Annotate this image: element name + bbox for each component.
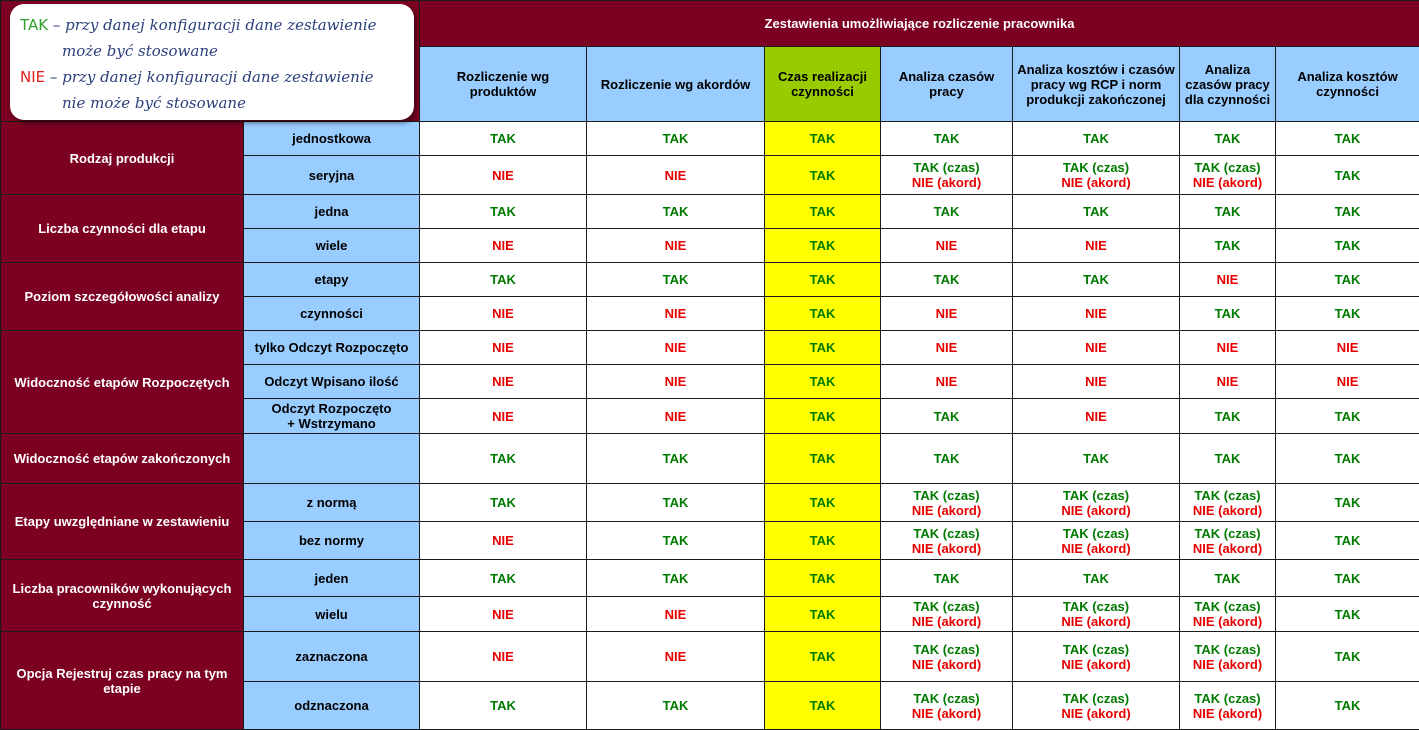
nie-value: NIE bbox=[492, 533, 514, 548]
value-cell bbox=[765, 365, 881, 399]
value-cell bbox=[587, 399, 765, 434]
nie-value: NIE (akord) bbox=[911, 502, 982, 518]
value-cell bbox=[1180, 297, 1276, 331]
table-row bbox=[1, 263, 1419, 297]
tak-value: TAK (czas) bbox=[913, 525, 980, 541]
tak-value: TAK (czas) bbox=[1062, 641, 1130, 657]
value-cell bbox=[587, 484, 765, 522]
value-cell bbox=[1276, 484, 1419, 522]
value-cell bbox=[1013, 156, 1180, 195]
value-cell bbox=[587, 522, 765, 560]
value-cell bbox=[1180, 484, 1276, 522]
category-label: Opcja Rejestruj czas pracy na tym etapie bbox=[1, 632, 244, 730]
legend-tak-keyword: TAK bbox=[20, 16, 49, 34]
tak-value: TAK bbox=[809, 649, 836, 664]
tak-value: TAK bbox=[1214, 306, 1241, 321]
nie-value: NIE bbox=[664, 649, 687, 664]
tak-value: TAK bbox=[1334, 495, 1361, 510]
value-cell bbox=[765, 522, 881, 560]
value-cell bbox=[881, 682, 1013, 730]
tak-value: TAK bbox=[933, 204, 960, 219]
legend-tak-line-2: może być stosowane bbox=[62, 42, 218, 60]
value-cell bbox=[1013, 331, 1180, 365]
option-label: seryjna bbox=[244, 156, 420, 195]
value-cell bbox=[1180, 122, 1276, 156]
value-cell bbox=[765, 229, 881, 263]
value-cell bbox=[765, 434, 881, 484]
nie-value: NIE (akord) bbox=[1192, 175, 1263, 190]
value-cell bbox=[1180, 195, 1276, 229]
nie-value: NIE bbox=[1216, 272, 1239, 287]
nie-value: NIE bbox=[1085, 408, 1107, 424]
option-label: etapy bbox=[244, 263, 420, 297]
tak-value: TAK bbox=[809, 340, 836, 355]
value-cell bbox=[420, 597, 587, 632]
tak-value: TAK bbox=[809, 495, 836, 510]
nie-value: NIE bbox=[492, 649, 514, 664]
value-cell bbox=[420, 297, 587, 331]
tak-value: TAK (czas) bbox=[1062, 487, 1130, 503]
category-label: Widoczność etapów Rozpoczętych bbox=[1, 331, 244, 434]
tak-value: TAK bbox=[1334, 451, 1361, 466]
value-cell bbox=[587, 331, 765, 365]
value-cell bbox=[1013, 522, 1180, 560]
value-cell bbox=[765, 682, 881, 730]
value-cell bbox=[765, 156, 881, 195]
value-cell bbox=[765, 263, 881, 297]
value-cell bbox=[1276, 522, 1419, 560]
value-cell bbox=[1276, 434, 1419, 484]
option-label: bez normy bbox=[244, 522, 420, 560]
value-cell bbox=[420, 195, 587, 229]
category-label: Etapy uwzględniane w zestawieniu bbox=[1, 484, 244, 560]
table-row bbox=[1, 195, 1419, 229]
tak-value: TAK (czas) bbox=[1194, 641, 1261, 657]
nie-value: NIE bbox=[1336, 340, 1359, 355]
tak-value: TAK bbox=[1083, 204, 1109, 219]
tak-value: TAK (czas) bbox=[1194, 525, 1261, 541]
tak-value: TAK (czas) bbox=[913, 160, 980, 175]
value-cell bbox=[765, 331, 881, 365]
value-cell bbox=[1013, 597, 1180, 632]
option-label: z normą bbox=[244, 484, 420, 522]
nie-value: NIE (akord) bbox=[1192, 502, 1263, 518]
category-label: Poziom szczegółowości analizy bbox=[1, 263, 244, 331]
value-cell bbox=[881, 263, 1013, 297]
tak-value: TAK (czas) bbox=[1062, 599, 1130, 614]
option-label: jedna bbox=[244, 195, 420, 229]
column-header: Analiza kosztów i czasów pracy wg RCP i norm produkcji zakończonej bbox=[1013, 47, 1180, 122]
nie-value: NIE (akord) bbox=[1061, 540, 1131, 556]
tak-value: TAK bbox=[1334, 238, 1361, 253]
value-cell bbox=[587, 682, 765, 730]
tak-value: TAK bbox=[490, 451, 516, 466]
value-cell bbox=[1180, 331, 1276, 365]
value-cell bbox=[587, 122, 765, 156]
value-cell bbox=[1013, 484, 1180, 522]
tak-value: TAK (czas) bbox=[913, 599, 980, 614]
value-cell bbox=[765, 122, 881, 156]
tak-value: TAK bbox=[1214, 131, 1241, 146]
value-cell bbox=[1276, 331, 1419, 365]
nie-value: NIE bbox=[935, 340, 958, 355]
tak-value: TAK bbox=[809, 451, 836, 466]
value-cell bbox=[1180, 229, 1276, 263]
value-cell bbox=[420, 522, 587, 560]
page-title: Zestawienia umożliwiające rozliczenie pracownika bbox=[420, 1, 1419, 47]
value-cell bbox=[765, 597, 881, 632]
nie-value: NIE bbox=[1085, 374, 1107, 389]
nie-value: NIE bbox=[492, 306, 514, 321]
value-cell bbox=[1180, 399, 1276, 434]
nie-value: NIE bbox=[1085, 238, 1107, 253]
tak-value: TAK bbox=[662, 204, 689, 219]
nie-value: NIE (akord) bbox=[911, 540, 982, 556]
value-cell bbox=[881, 399, 1013, 434]
value-cell bbox=[420, 156, 587, 195]
tak-value: TAK bbox=[1334, 649, 1361, 664]
option-label: wiele bbox=[244, 229, 420, 263]
tak-value: TAK bbox=[809, 238, 836, 253]
nie-value: NIE bbox=[492, 606, 514, 622]
tak-value: TAK bbox=[809, 606, 836, 622]
value-cell bbox=[881, 522, 1013, 560]
value-cell bbox=[881, 434, 1013, 484]
value-cell bbox=[765, 195, 881, 229]
tak-value: TAK bbox=[490, 495, 516, 510]
value-cell bbox=[587, 263, 765, 297]
tak-value: TAK (czas) bbox=[1194, 690, 1261, 706]
tak-value: TAK bbox=[809, 272, 836, 287]
value-cell bbox=[881, 297, 1013, 331]
tak-value: TAK bbox=[809, 204, 836, 219]
value-cell bbox=[587, 632, 765, 682]
nie-value: NIE bbox=[664, 374, 687, 389]
value-cell bbox=[1276, 597, 1419, 632]
column-header: Analiza czasów pracy dla czynności bbox=[1180, 47, 1276, 122]
tak-value: TAK bbox=[809, 306, 836, 321]
value-cell bbox=[420, 263, 587, 297]
value-cell bbox=[1180, 522, 1276, 560]
legend-nie-line-2: nie może być stosowane bbox=[62, 94, 246, 112]
value-cell bbox=[420, 632, 587, 682]
value-cell bbox=[420, 229, 587, 263]
nie-value: NIE bbox=[664, 340, 687, 355]
value-cell bbox=[1276, 297, 1419, 331]
value-cell bbox=[881, 122, 1013, 156]
value-cell bbox=[420, 434, 587, 484]
value-cell bbox=[587, 195, 765, 229]
nie-value: NIE bbox=[664, 408, 687, 424]
value-cell bbox=[587, 434, 765, 484]
tak-value: TAK bbox=[809, 570, 836, 586]
value-cell bbox=[1013, 365, 1180, 399]
tak-value: TAK (czas) bbox=[1194, 599, 1261, 614]
tak-value: TAK bbox=[933, 272, 960, 287]
value-cell bbox=[1180, 682, 1276, 730]
legend-nie-line bbox=[20, 68, 374, 86]
value-cell bbox=[1180, 597, 1276, 632]
value-cell bbox=[587, 229, 765, 263]
column-header: Analiza kosztów czynności bbox=[1276, 47, 1419, 122]
value-cell bbox=[765, 484, 881, 522]
value-cell bbox=[1276, 229, 1419, 263]
value-cell bbox=[1180, 434, 1276, 484]
nie-value: NIE bbox=[492, 374, 514, 389]
value-cell bbox=[420, 560, 587, 597]
tak-value: TAK bbox=[662, 272, 689, 287]
nie-value: NIE bbox=[1216, 374, 1239, 389]
nie-value: NIE bbox=[664, 306, 687, 321]
tak-value: TAK bbox=[490, 698, 516, 713]
tak-value: TAK bbox=[1334, 698, 1361, 713]
tak-value: TAK bbox=[1214, 451, 1241, 466]
legend-tak-line bbox=[20, 16, 377, 34]
value-cell bbox=[1180, 632, 1276, 682]
value-cell bbox=[1276, 195, 1419, 229]
tak-value: TAK bbox=[1334, 408, 1361, 424]
nie-value: NIE (akord) bbox=[1192, 656, 1263, 672]
tak-value: TAK bbox=[933, 451, 960, 466]
value-cell bbox=[881, 365, 1013, 399]
value-cell bbox=[1013, 434, 1180, 484]
tak-value: TAK bbox=[1214, 408, 1241, 424]
tak-value: TAK (czas) bbox=[1194, 487, 1261, 503]
option-label: czynności bbox=[244, 297, 420, 331]
tak-value: TAK (czas) bbox=[1062, 160, 1130, 175]
nie-value: NIE (akord) bbox=[1061, 502, 1131, 518]
category-label: Widoczność etapów zakończonych bbox=[1, 434, 244, 484]
value-cell bbox=[1276, 263, 1419, 297]
value-cell bbox=[1180, 263, 1276, 297]
nie-value: NIE (akord) bbox=[911, 614, 982, 629]
tak-value: TAK (czas) bbox=[1062, 525, 1130, 541]
nie-value: NIE (akord) bbox=[1061, 175, 1131, 190]
value-cell bbox=[420, 484, 587, 522]
option-label: Odczyt Rozpoczęto + Wstrzymano bbox=[244, 399, 420, 434]
nie-value: NIE bbox=[492, 167, 514, 183]
tak-value: TAK bbox=[490, 131, 516, 146]
tak-value: TAK bbox=[1083, 272, 1109, 287]
tak-value: TAK bbox=[809, 131, 836, 146]
category-label: Liczba pracowników wykonujących czynność bbox=[1, 560, 244, 632]
tak-value: TAK bbox=[1334, 131, 1361, 146]
value-cell bbox=[587, 597, 765, 632]
tak-value: TAK bbox=[662, 495, 689, 510]
nie-value: NIE bbox=[935, 306, 958, 321]
value-cell bbox=[1013, 229, 1180, 263]
value-cell bbox=[1013, 195, 1180, 229]
nie-value: NIE (akord) bbox=[911, 656, 982, 672]
value-cell bbox=[1276, 560, 1419, 597]
nie-value: NIE bbox=[1336, 374, 1359, 389]
table-row bbox=[1, 122, 1419, 156]
value-cell bbox=[1180, 365, 1276, 399]
tak-value: TAK bbox=[1214, 204, 1241, 219]
table-row bbox=[1, 331, 1419, 365]
tak-value: TAK bbox=[809, 698, 836, 713]
option-label: jeden bbox=[244, 560, 420, 597]
option-label: Odczyt Wpisano ilość bbox=[244, 365, 420, 399]
value-cell bbox=[1276, 156, 1419, 195]
tak-value: TAK bbox=[1334, 606, 1361, 622]
tak-value: TAK bbox=[1334, 570, 1361, 586]
value-cell bbox=[881, 597, 1013, 632]
value-cell bbox=[881, 331, 1013, 365]
nie-value: NIE bbox=[664, 167, 687, 183]
nie-value: NIE (akord) bbox=[911, 175, 982, 190]
tak-value: TAK bbox=[662, 451, 689, 466]
nie-value: NIE bbox=[664, 606, 687, 622]
tak-value: TAK bbox=[490, 570, 516, 586]
column-header: Rozliczenie wg akordów bbox=[587, 47, 765, 122]
value-cell bbox=[420, 399, 587, 434]
nie-value: NIE bbox=[492, 408, 514, 424]
nie-value: NIE (akord) bbox=[911, 705, 982, 721]
value-cell bbox=[1276, 399, 1419, 434]
option-label: jednostkowa bbox=[244, 122, 420, 156]
column-header: Czas realizacji czynności bbox=[765, 47, 881, 122]
tak-value: TAK bbox=[1334, 306, 1361, 321]
nie-value: NIE (akord) bbox=[1192, 614, 1263, 629]
legend-nie-text: – przy danej konfiguracji dane zestawienie bbox=[45, 68, 374, 86]
nie-value: NIE bbox=[1085, 340, 1107, 355]
option-label: odznaczona bbox=[244, 682, 420, 730]
nie-value: NIE bbox=[492, 340, 514, 355]
tak-value: TAK bbox=[933, 408, 960, 424]
legend-tak-text: – przy danej konfiguracji dane zestawienie bbox=[48, 16, 377, 34]
table-row bbox=[1, 560, 1419, 597]
nie-value: NIE bbox=[1216, 340, 1239, 355]
value-cell bbox=[881, 560, 1013, 597]
tak-value: TAK bbox=[1334, 204, 1361, 219]
tak-value: TAK bbox=[1083, 131, 1109, 146]
nie-value: NIE bbox=[492, 238, 514, 253]
value-cell bbox=[1013, 560, 1180, 597]
value-cell bbox=[881, 632, 1013, 682]
value-cell bbox=[881, 229, 1013, 263]
nie-value: NIE bbox=[935, 238, 958, 253]
tak-value: TAK bbox=[1334, 272, 1361, 287]
table-row bbox=[1, 434, 1419, 484]
legend-box bbox=[10, 4, 414, 120]
value-cell bbox=[765, 560, 881, 597]
column-header: Rozliczenie wg produktów bbox=[420, 47, 587, 122]
column-header: Analiza czasów pracy bbox=[881, 47, 1013, 122]
tak-value: TAK bbox=[809, 167, 836, 183]
tak-value: TAK bbox=[490, 272, 516, 287]
value-cell bbox=[881, 156, 1013, 195]
value-cell bbox=[1013, 122, 1180, 156]
value-cell bbox=[1180, 560, 1276, 597]
nie-value: NIE (akord) bbox=[1192, 540, 1263, 556]
value-cell bbox=[420, 365, 587, 399]
table-row bbox=[1, 632, 1419, 682]
nie-value: NIE (akord) bbox=[1061, 705, 1131, 721]
tak-value: TAK bbox=[1083, 451, 1109, 466]
value-cell bbox=[1013, 399, 1180, 434]
tak-value: TAK (czas) bbox=[913, 487, 980, 503]
value-cell bbox=[587, 365, 765, 399]
nie-value: NIE bbox=[1085, 306, 1107, 321]
tak-value: TAK bbox=[662, 698, 689, 713]
tak-value: TAK bbox=[662, 570, 689, 586]
value-cell bbox=[587, 156, 765, 195]
value-cell bbox=[420, 122, 587, 156]
value-cell bbox=[1180, 156, 1276, 195]
nie-value: NIE (akord) bbox=[1061, 614, 1131, 629]
tak-value: TAK bbox=[1334, 533, 1361, 548]
value-cell bbox=[420, 682, 587, 730]
tak-value: TAK bbox=[809, 533, 836, 548]
tak-value: TAK (czas) bbox=[913, 641, 980, 657]
category-label: Liczba czynności dla etapu bbox=[1, 195, 244, 263]
value-cell bbox=[881, 484, 1013, 522]
tak-value: TAK bbox=[1083, 570, 1109, 586]
value-cell bbox=[420, 331, 587, 365]
value-cell bbox=[1276, 682, 1419, 730]
tak-value: TAK bbox=[490, 204, 516, 219]
tak-value: TAK bbox=[809, 408, 836, 424]
category-label: Rodzaj produkcji bbox=[1, 122, 244, 195]
value-cell bbox=[765, 632, 881, 682]
value-cell bbox=[1276, 122, 1419, 156]
value-cell bbox=[881, 195, 1013, 229]
tak-value: TAK (czas) bbox=[1062, 690, 1130, 706]
option-label bbox=[244, 434, 420, 484]
option-label: tylko Odczyt Rozpoczęto bbox=[244, 331, 420, 365]
tak-value: TAK bbox=[662, 131, 689, 146]
value-cell bbox=[1013, 682, 1180, 730]
tak-value: TAK bbox=[1214, 570, 1241, 586]
tak-value: TAK (czas) bbox=[1194, 160, 1261, 175]
tak-value: TAK bbox=[933, 570, 960, 586]
value-cell bbox=[765, 399, 881, 434]
tak-value: TAK bbox=[662, 533, 689, 548]
value-cell bbox=[765, 297, 881, 331]
value-cell bbox=[1013, 632, 1180, 682]
value-cell bbox=[1276, 365, 1419, 399]
value-cell bbox=[1276, 632, 1419, 682]
tak-value: TAK bbox=[1334, 167, 1361, 183]
value-cell bbox=[1013, 263, 1180, 297]
nie-value: NIE bbox=[664, 238, 687, 253]
legend-nie-keyword: NIE bbox=[20, 68, 46, 86]
tak-value: TAK bbox=[933, 131, 960, 146]
tak-value: TAK bbox=[1214, 238, 1241, 253]
value-cell bbox=[587, 560, 765, 597]
table-row bbox=[1, 484, 1419, 522]
tak-value: TAK bbox=[809, 374, 836, 389]
option-label: wielu bbox=[244, 597, 420, 632]
nie-value: NIE bbox=[935, 374, 958, 389]
option-label: zaznaczona bbox=[244, 632, 420, 682]
nie-value: NIE (akord) bbox=[1192, 705, 1263, 721]
nie-value: NIE (akord) bbox=[1061, 656, 1131, 672]
value-cell bbox=[1013, 297, 1180, 331]
tak-value: TAK (czas) bbox=[913, 690, 980, 706]
value-cell bbox=[587, 297, 765, 331]
